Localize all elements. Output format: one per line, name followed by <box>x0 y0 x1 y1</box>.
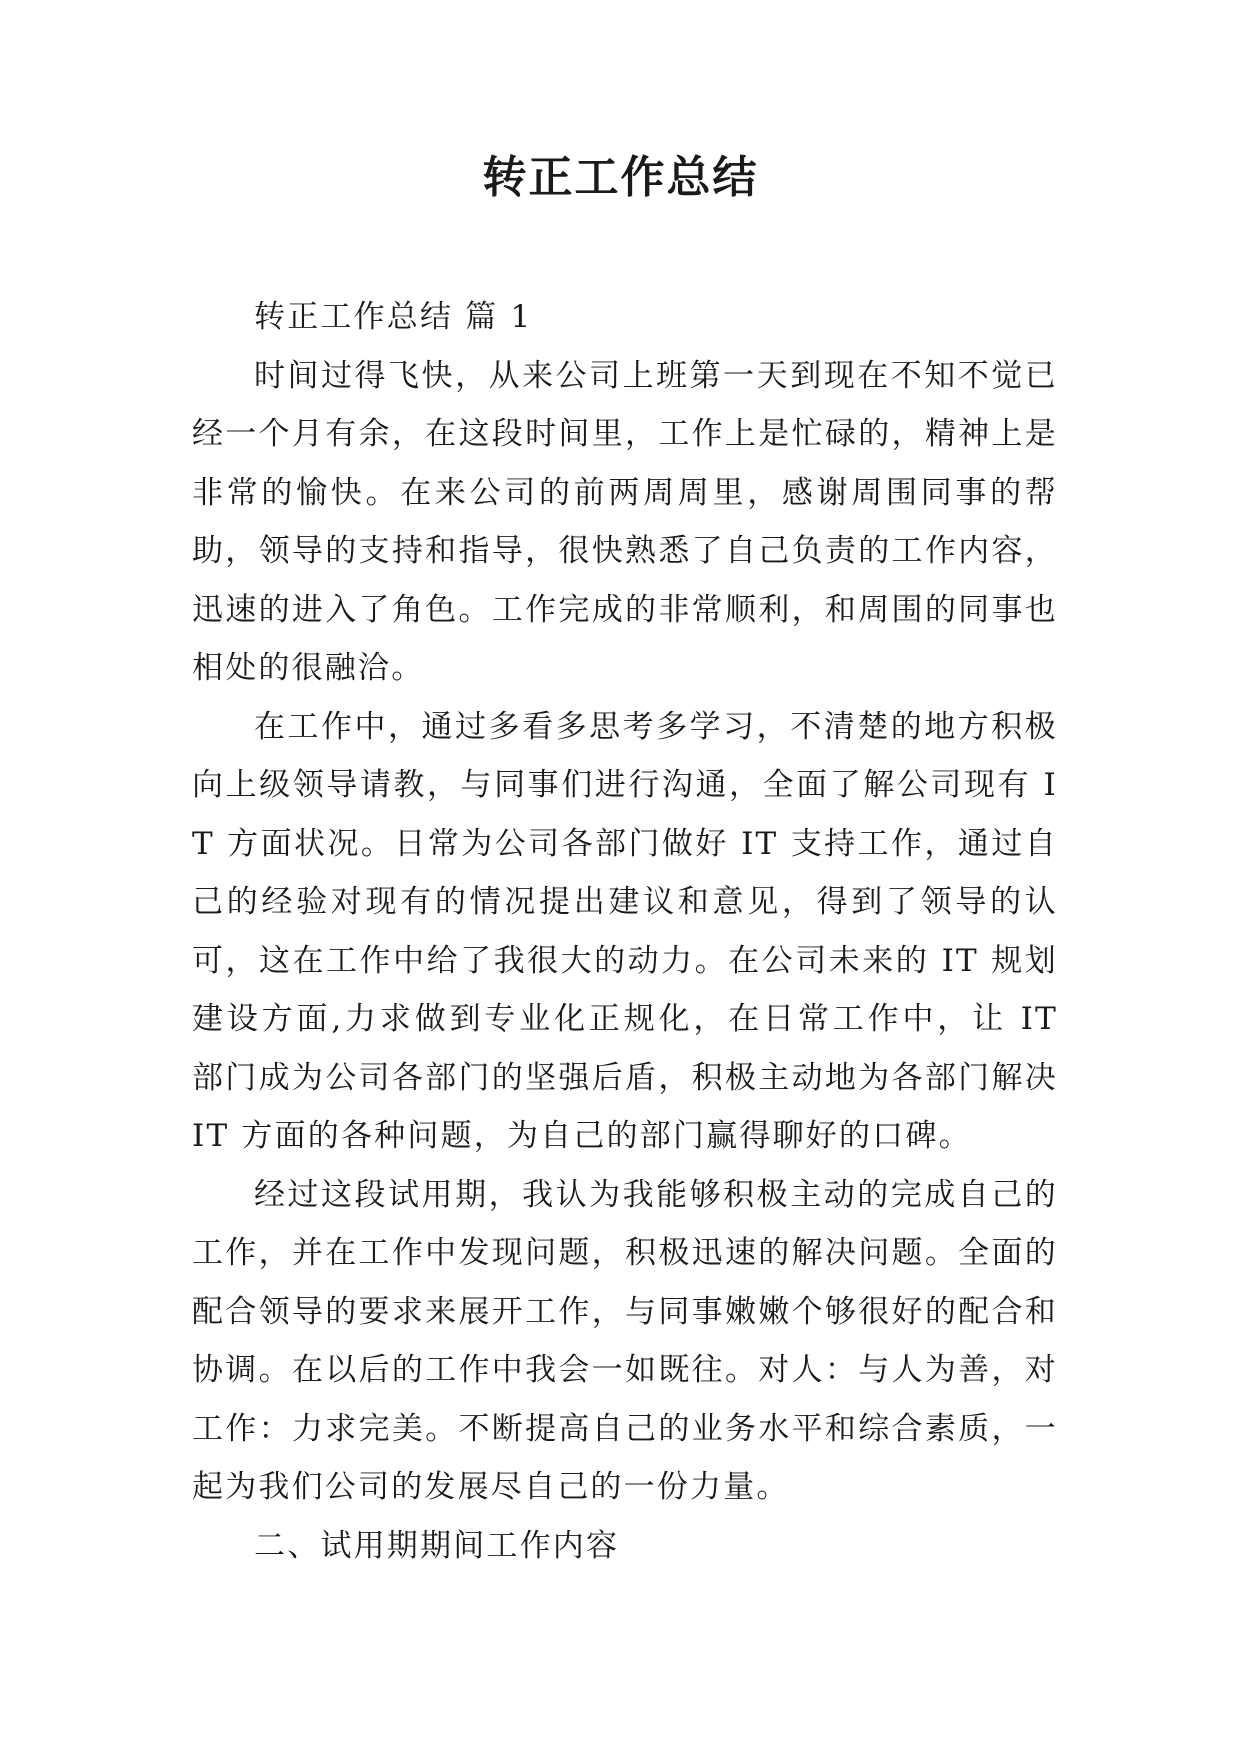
section-heading: 转正工作总结 篇 1 <box>254 299 533 335</box>
document-title: 转正工作总结 <box>482 152 759 203</box>
section-heading: 二、试用期期间工作内容 <box>254 1527 620 1564</box>
paragraph: 经过这段试用期，我认为我能够积极主动的完成自己的工作，并在工作中发现问题，积极迅速的解决问题。全面的配合领导的要求来展开工作，与同事嫩嫩个够很好的配合和协调。在以后的工作中我会一如既往。对人：与人为善，对工作：力求完美。不断提高自己的业务水平和综合素质，一起为我们公司的发展尽自己的一份力量。 <box>192 1176 1058 1505</box>
paragraph: 时间过得飞快，从来公司上班第一天到现在不知不觉已经一个月有余，在这段时间里，工作上是忙碌的，精神上是非常的愉快。在来公司的前两周周里，感谢周围同事的帮助，领导的支持和指导，很快熟悉了自己负责的工作内容，迅速的进入了角色。工作完成的非常顺利，和周围的同事也相处的很融洽。 <box>192 357 1058 686</box>
document-body <box>192 288 1058 1575</box>
paragraph: 在工作中，通过多看多思考多学习，不清楚的地方积极向上级领导请教，与同事们进行沟通，全面了解公司现有 IT 方面状况。日常为公司各部门做好 IT 支持工作，通过自己的经验对现有的情况提出建议和意见，得到了领导的认可，这在工作中给了我很大的动力。在公司未来的 IT 规划建设方面,力求做到专业化正规化，在日常工作中，让 IT 部门成为公司各部门的坚强后盾，积极主动地为各部门解决 IT 方面的各种问题，为自己的部门赢得聊好的口碑。 <box>192 708 1058 1154</box>
